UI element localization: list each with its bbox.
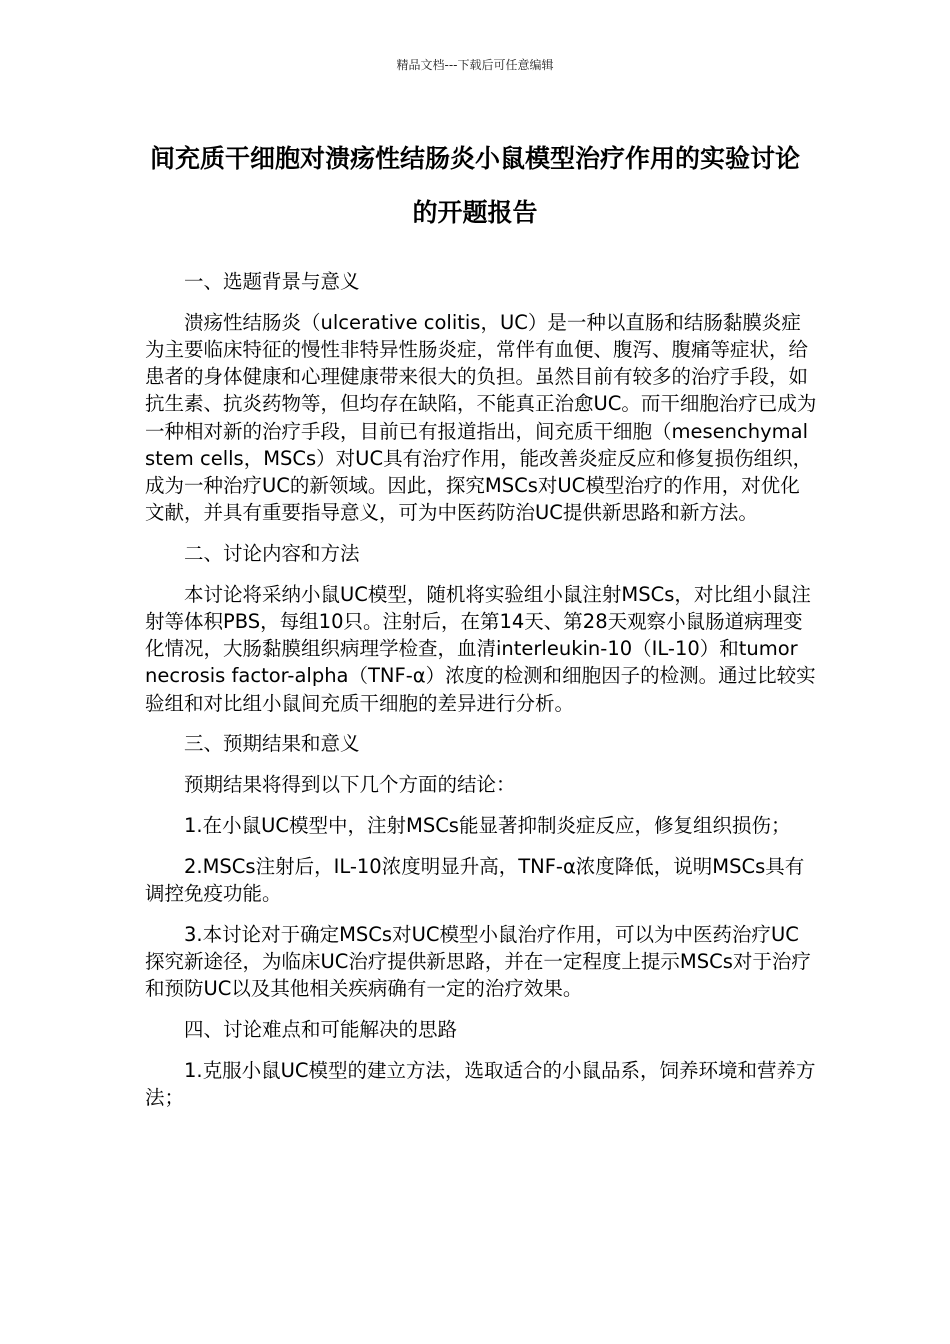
section-heading-expected-results: 三、预期结果和意义 [184, 732, 360, 756]
section-heading-methods: 二、讨论内容和方法 [184, 542, 360, 566]
list-item-expected-2: 2.MSCs注射后，IL-10浓度明显升高，TNF-α浓度降低，说明MSCs具有调控免疫功能。 [145, 854, 805, 906]
document-title: 间充质干细胞对溃疡性结肠炎小鼠模型治疗作用的实验讨论的开题报告 [149, 144, 800, 227]
list-item-expected-3: 3.本讨论对于确定MSCs对UC模型小鼠治疗作用，可以为中医药治疗UC探究新途径，为临床UC治疗提供新思路，并在一定程度上提示MSCs对于治疗和预防UC以及其他相关疾病确有一定的治疗效果。 [145, 922, 811, 1001]
section-heading-difficulties: 四、讨论难点和可能解决的思路 [184, 1018, 458, 1042]
paragraph-expected-intro: 预期结果将得到以下几个方面的结论： [184, 773, 516, 797]
page-header: 精品文档---下载后可任意编辑 [396, 58, 554, 72]
paragraph-methods: 本讨论将采纳小鼠UC模型，随机将实验组小鼠注射MSCs，对比组小鼠注射等体积PBS，每组10只。注射后，在第14天、第28天观察小鼠肠道病理变化情况，大肠黏膜组织病理学检查，血清interleukin-10（IL-10）和tumor necrosis factor-alpha（TNF-α）浓度的检测和细胞因子的检测。通过比较实验组和对比组小鼠间充质干细胞的差异进行分析。 [145, 582, 816, 715]
document-body [145, 268, 817, 1125]
section-heading-background: 一、选题背景与意义 [184, 270, 360, 293]
list-item-expected-1: 1.在小鼠UC模型中，注射MSCs能显著抑制炎症反应，修复组织损伤； [184, 814, 791, 838]
paragraph-background: 溃疡性结肠炎（ulcerative colitis，UC）是一种以直肠和结肠黏膜炎症为主要临床特征的慢性非特异性肠炎症，常伴有血便、腹泻、腹痛等症状，给患者的身体健康和心理健康带来很大的负担。虽然目前有较多的治疗手段，如抗生素、抗炎药物等，但均存在缺陷，不能真正治愈UC。而干细胞治疗已成为一种相对新的治疗手段，目前已有报道指出，间充质干细胞（mesenchymal stem cells，MSCs）对UC具有治疗作用，能改善炎症反应和修复损伤组织，成为一种治疗UC的新领域。因此，探究MSCs对UC模型治疗的作用，对优化文献，并具有重要指导意义，可为中医药防治UC提供新思路和新方法。 [145, 310, 817, 525]
list-item-difficulty-1: 1.克服小鼠UC模型的建立方法，选取适合的小鼠品系，饲养环境和营养方法； [145, 1058, 816, 1110]
